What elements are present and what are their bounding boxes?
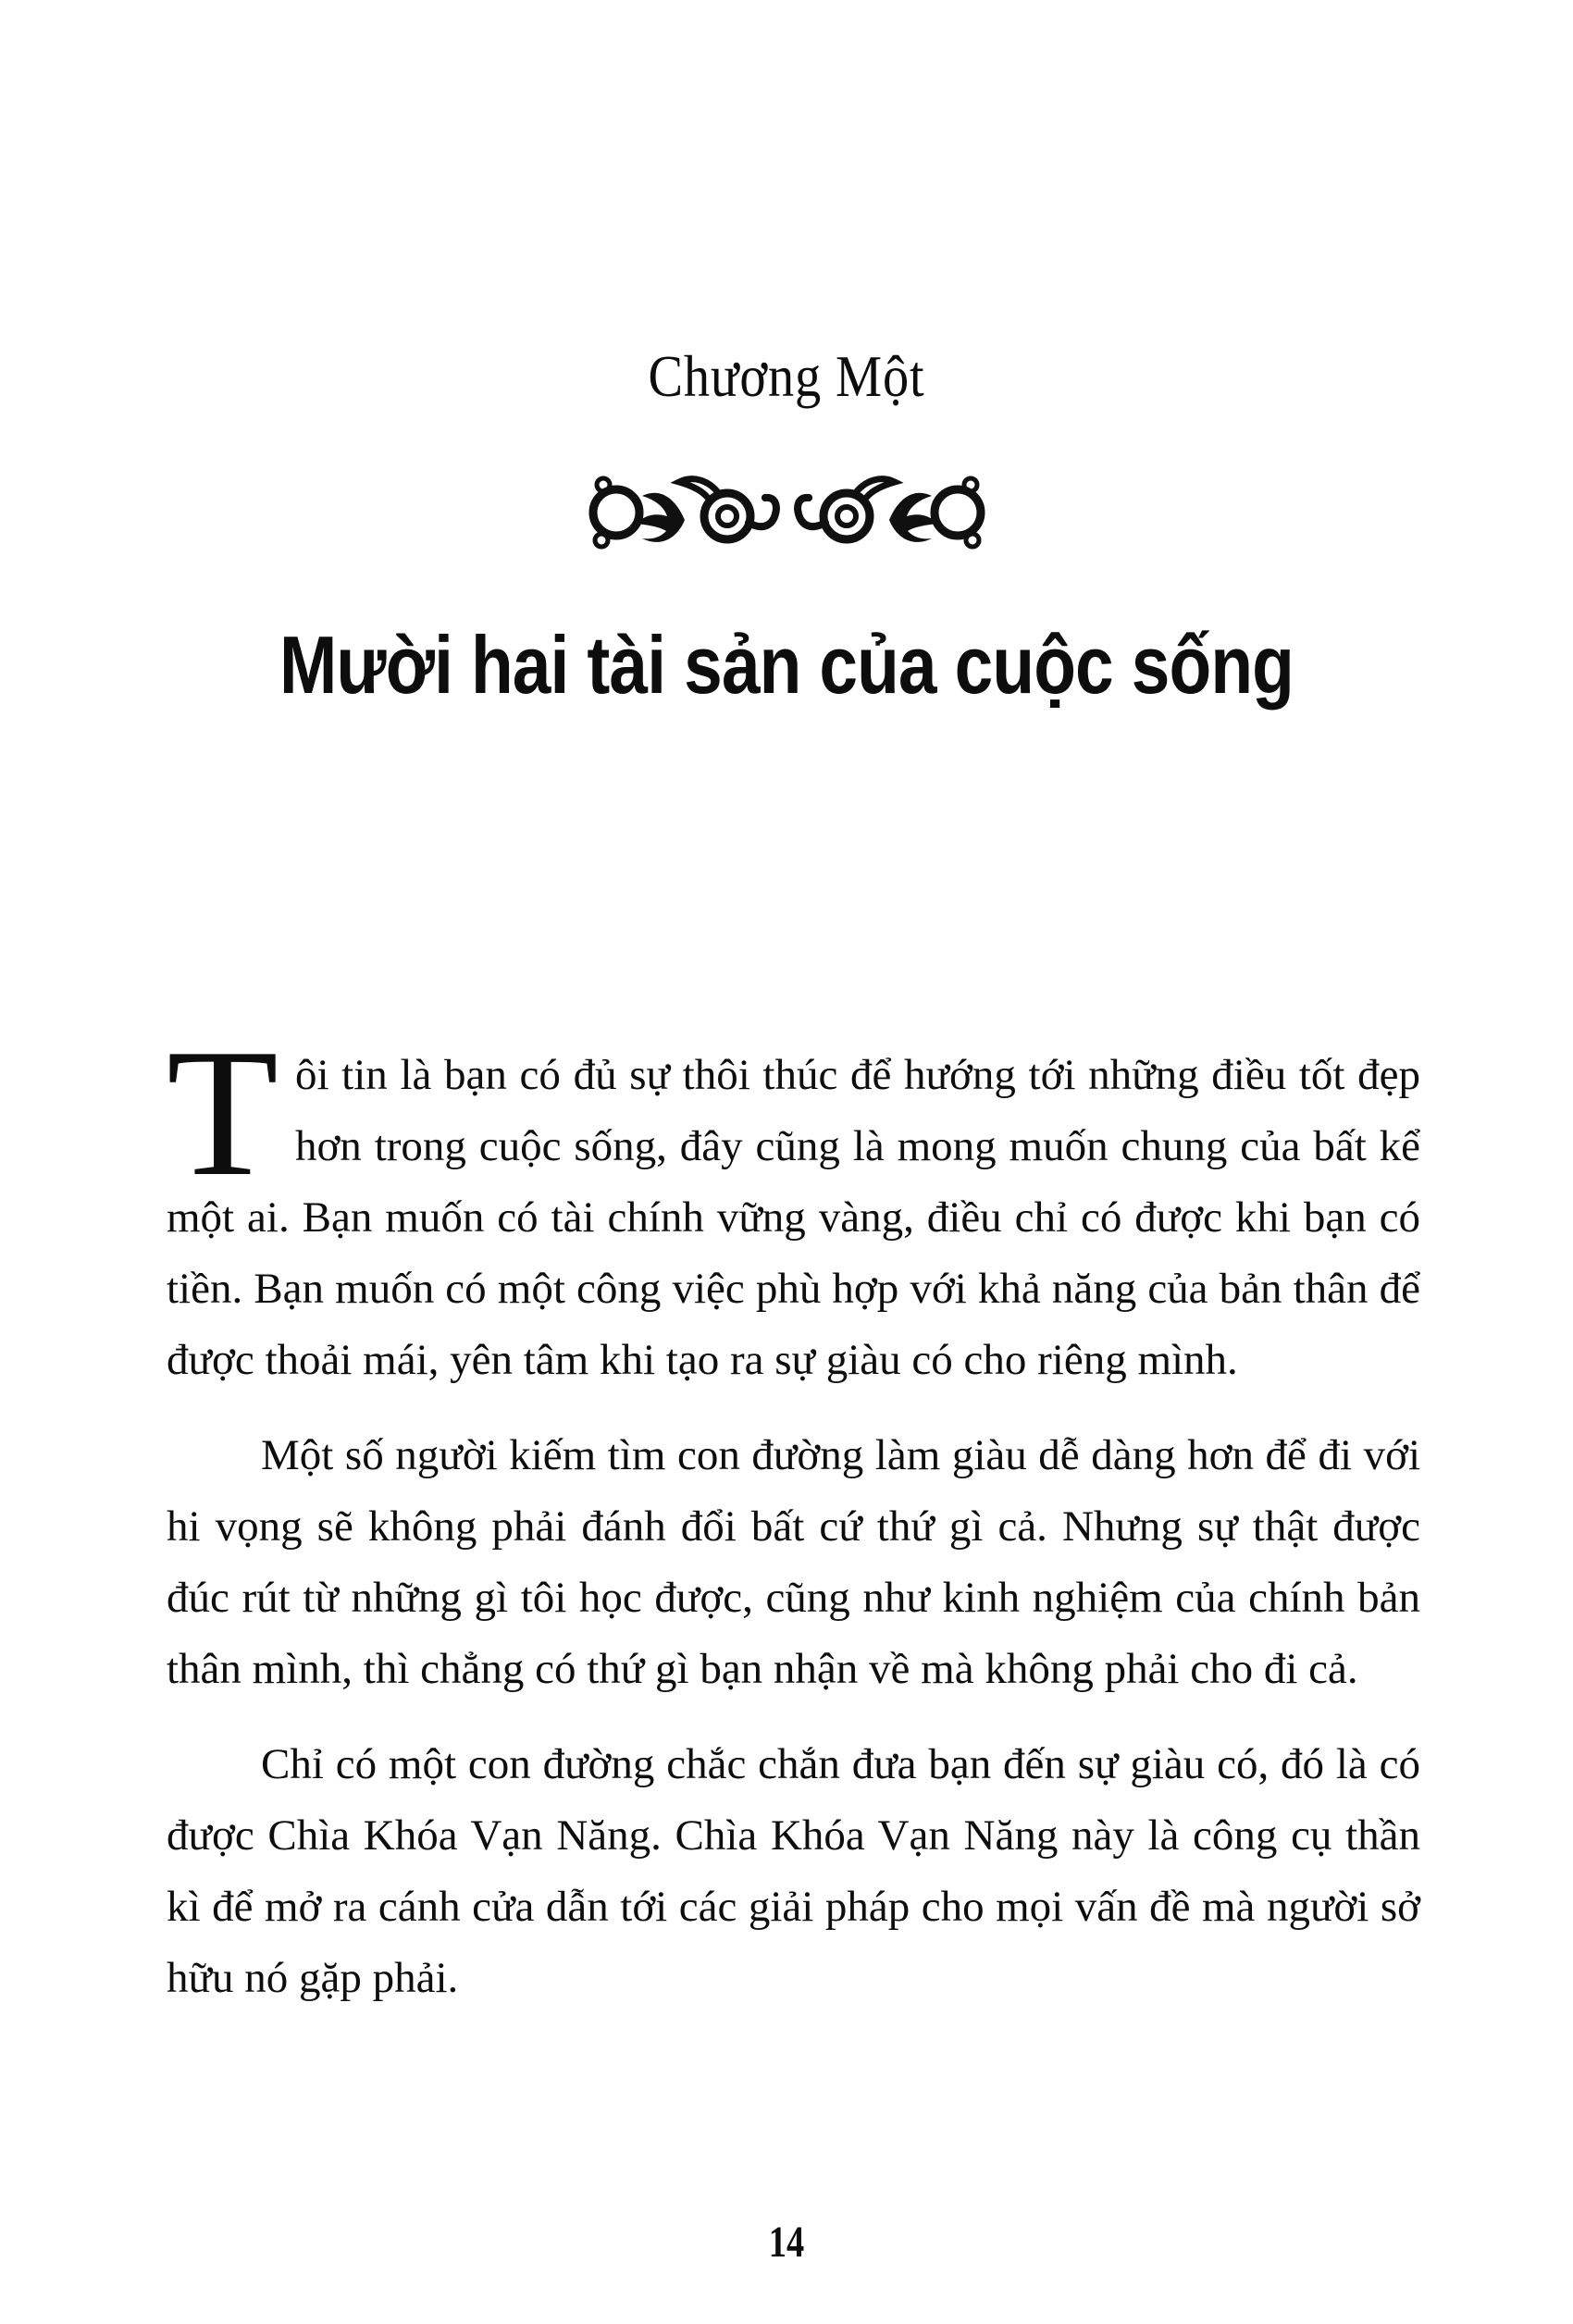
chapter-divider <box>0 470 1573 555</box>
paragraph-text: ôi tin là bạn có đủ sự thôi thúc để hướng tới những điều tốt đẹp hơn trong cuộc sống, đây cũng là mong muốn chung của bất kể một ai. Bạn muốn có tài chính vững vàng, điều chỉ có được khi bạn có tiền. Bạn muốn có một công việc phù hợp với khả năng của bản thân để được thoải mái, yên tâm khi tạo ra sự giàu có cho riêng mình. <box>167 1051 1420 1384</box>
flourish-ornament-icon <box>581 470 993 555</box>
chapter-label: Chương Một <box>648 343 925 409</box>
page-number: 14 <box>768 2218 805 2267</box>
paragraph: Chỉ có một con đường chắc chắn đưa bạn đến sự giàu có, đó là có được Chìa Khóa Vạn Năng. Chìa Khóa Vạn Năng này là công cụ thần kì để mở ra cánh cửa dẫn tới các giải pháp cho mọi vấn đề mà người sở hữu nó gặp phải. <box>167 1740 1420 2002</box>
paragraph <box>167 1011 1420 1396</box>
body-text <box>167 1011 1420 2038</box>
chapter-title: Mười hai tài sản của cuộc sống <box>279 619 1294 711</box>
dropcap-letter: T <box>167 1011 279 1214</box>
paragraph: Một số người kiếm tìm con đường làm giàu dễ dàng hơn để đi với hi vọng sẽ không phải đánh đổi bất cứ thứ gì cả. Nhưng sự thật được đúc rút từ những gì tôi học được, cũng như kinh nghiệm của chính bản thân mình, thì chẳng có thứ gì bạn nhận về mà không phải cho đi cả. <box>167 1431 1420 1693</box>
